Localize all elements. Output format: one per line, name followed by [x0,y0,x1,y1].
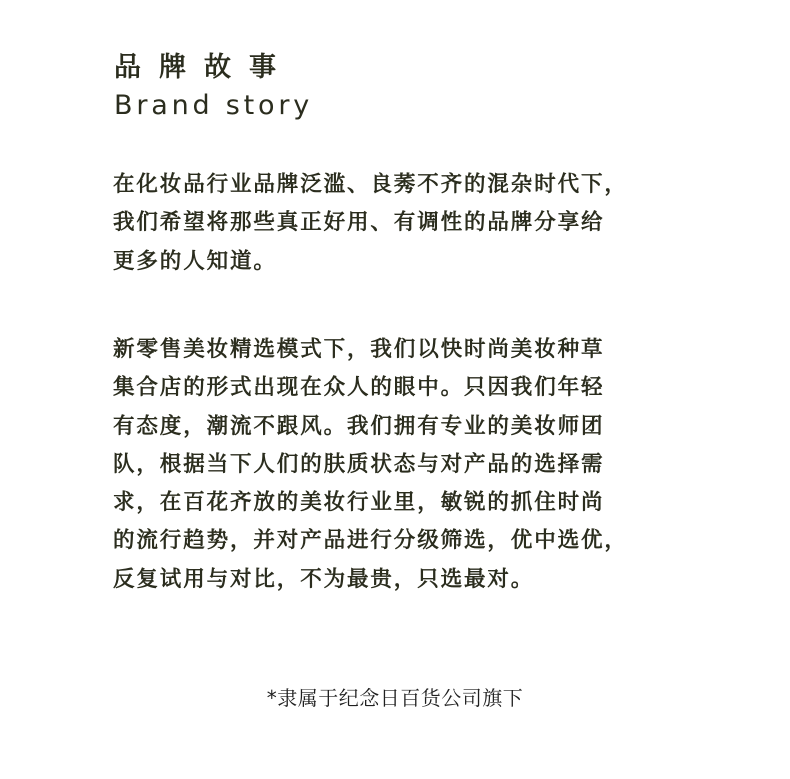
paragraph-line: 集合店的形式出现在众人的眼中。只因我们年轻 [113,375,605,401]
paragraph-line: 我们希望将那些真正好用、有调性的品牌分享给 [113,210,605,236]
paragraph-line: 更多的人知道。 [113,248,277,274]
paragraph-line: 队，根据当下人们的肤质状态与对产品的选择需 [113,451,605,477]
paragraph-line: 求，在百花齐放的美妆行业里，敏锐的抓住时尚 [113,490,605,516]
paragraph-retail [113,331,693,599]
footnote: *隶属于纪念日百货公司旗下 [266,686,524,710]
paragraph-line: 有态度，潮流不跟风。我们拥有专业的美妆师团 [113,413,605,439]
paragraph-line: 反复试用与对比，不为最贵，只选最对。 [113,566,535,592]
paragraph-intro [113,166,693,281]
paragraph-line: 新零售美妆精选模式下，我们以快时尚美妆种草 [113,337,605,362]
heading-english: Brand story [114,90,314,121]
paragraph-line: 的流行趋势，并对产品进行分级筛选，优中选优， [113,528,628,554]
heading-chinese: 品牌故事 [114,52,294,83]
paragraph-line: 在化妆品行业品牌泛滥、良莠不齐的混杂时代下， [113,172,628,197]
